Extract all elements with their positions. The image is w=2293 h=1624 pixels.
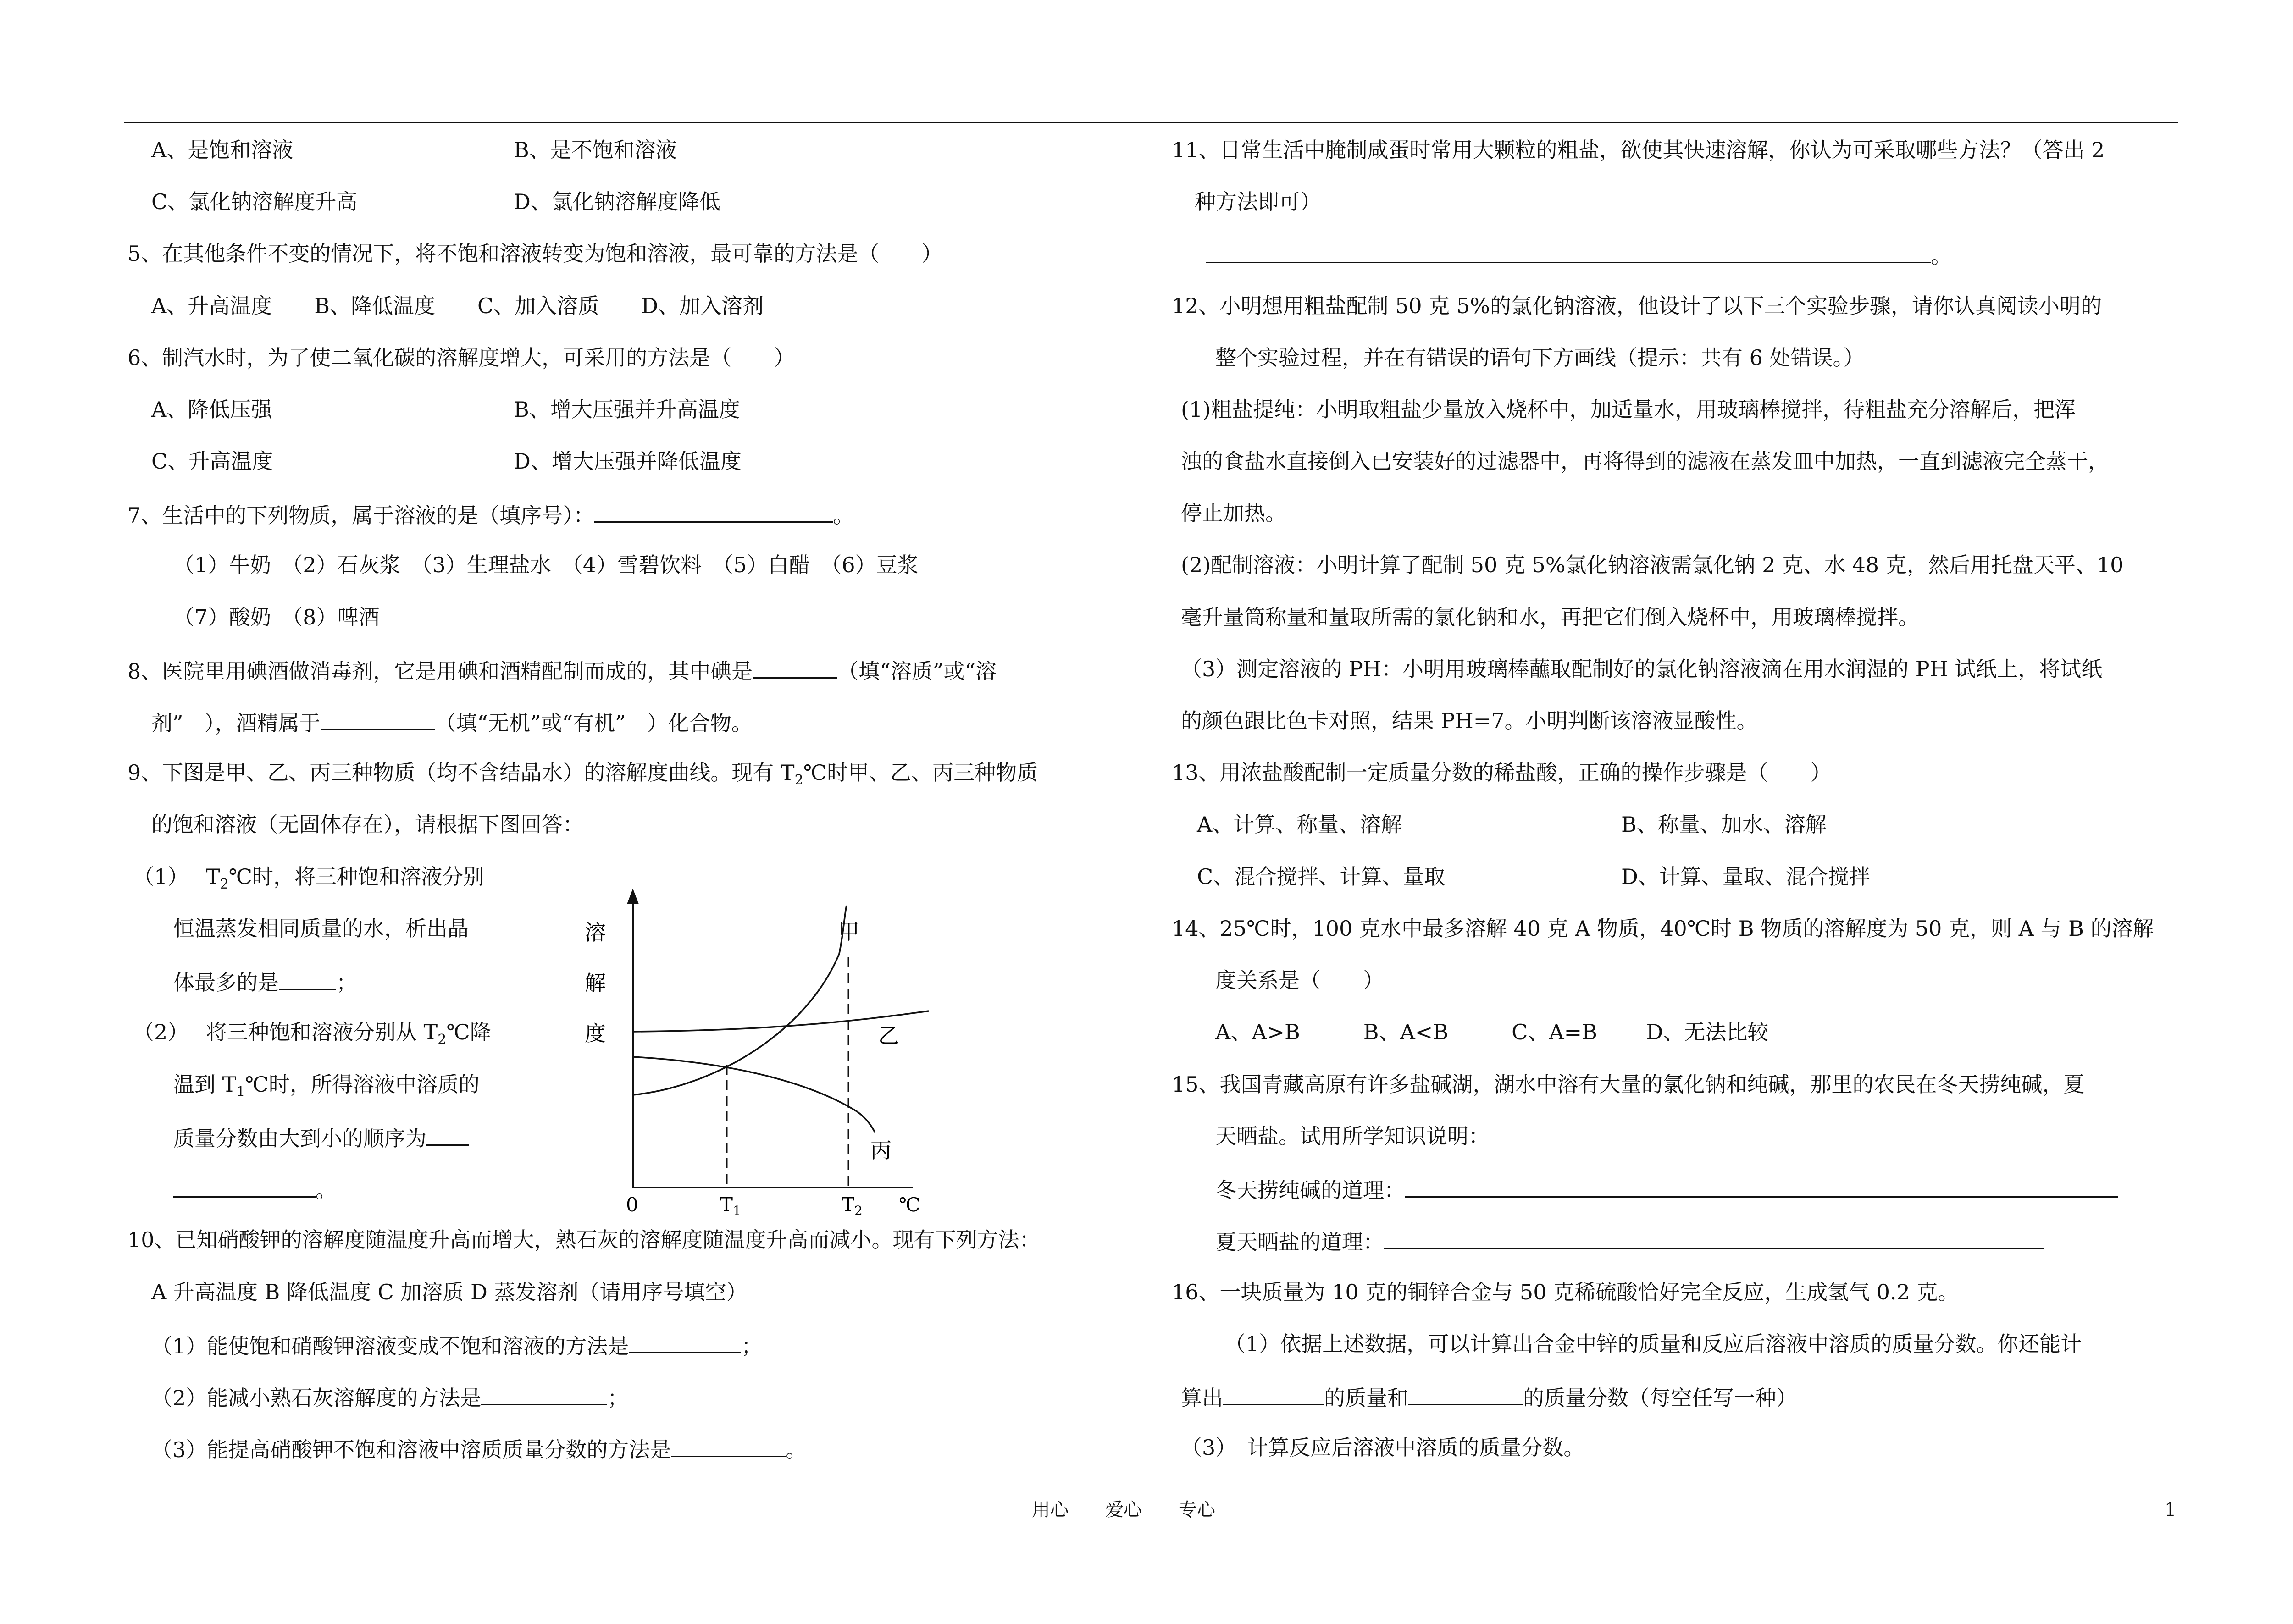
- q11-answer-blank[interactable]: [1206, 240, 1931, 263]
- q6-stem: 6、制汽水时，为了使二氧化碳的溶解度增大，可采用的方法是（ ）: [127, 345, 795, 370]
- q16-part1-line2-text-b: 的质量和: [1324, 1386, 1408, 1410]
- q9-part2-line3: [173, 1122, 469, 1150]
- q9-part2-end: 。: [316, 1178, 337, 1203]
- q9-part2-line3-text: 质量分数由大到小的顺序为: [173, 1126, 426, 1151]
- origin-label: 0: [626, 1193, 638, 1215]
- q13-stem: 13、用浓盐酸配制一定质量分数的稀盐酸，正确的操作步骤是（ ）: [1172, 760, 1832, 785]
- q7-end: 。: [833, 503, 854, 528]
- y-axis-arrow: [627, 889, 639, 904]
- x-tick-t1: T1: [720, 1193, 741, 1215]
- q12-line1: 12、小明想用粗盐配制 50 克 5%的氯化钠溶液，他设计了以下三个实验步骤，请你认真阅读小明的: [1172, 293, 2102, 318]
- q10-methods: A 升高温度 B 降低温度 C 加溶质 D 蒸发溶剂（请用序号填空）: [151, 1280, 748, 1304]
- q15-line2: 天晒盐。试用所学知识说明：: [1215, 1124, 1490, 1149]
- footer-motto: 用心 爱心 专心: [1032, 1499, 1215, 1520]
- x-unit-label: ℃: [899, 1193, 920, 1215]
- series-label-yi: 乙: [878, 1023, 899, 1048]
- q15-summer-label: 夏天晒盐的道理：: [1215, 1230, 1384, 1254]
- q9-part2-blank-b[interactable]: [173, 1174, 316, 1198]
- q8-line1-text-b: （填“溶质”或“溶: [837, 659, 997, 684]
- q10-part3-end: 。: [786, 1437, 807, 1462]
- q15-winter-label: 冬天捞纯碱的道理：: [1215, 1178, 1405, 1203]
- q10-part2-end: ；: [607, 1386, 629, 1410]
- q9-part2-text-a: （2） 将三种饱和溶液分别从 T: [133, 1020, 438, 1044]
- q8-line2-text-a: 剂” ），酒精属于: [151, 711, 321, 735]
- q11-line2: 种方法即可）: [1195, 189, 1321, 214]
- q10-part1: [151, 1330, 762, 1358]
- q12-step1-line3: 停止加热。: [1181, 501, 1286, 525]
- q4-option-b: B、是不饱和溶液: [514, 138, 677, 162]
- top-rule: [124, 122, 2178, 123]
- q6-option-d: D、增大压强并降低温度: [514, 449, 742, 474]
- q9-part2-line1: [133, 1018, 491, 1046]
- y-label-char-2: 解: [585, 971, 606, 995]
- q16-part1-line2-text-a: 算出: [1181, 1386, 1223, 1410]
- chart-axes: [627, 889, 913, 1188]
- q9-part2-line2-subscript: 1: [236, 1084, 245, 1100]
- q13-option-b: B、称量、加水、溶解: [1621, 812, 1827, 837]
- q15-winter-blank[interactable]: [1405, 1174, 2118, 1198]
- q12-step3-line2: 的颜色跟比色卡对照，结果 PH=7。小明判断该溶液显酸性。: [1181, 708, 1758, 733]
- q14-line2: 度关系是（ ）: [1215, 968, 1384, 993]
- q12-step2-line1: (2)配制溶液：小明计算了配制 50 克 5%氯化钠溶液需氯化钠 2 克、水 48 克，然后用托盘天平、10: [1181, 552, 2124, 577]
- q9-part1-blank[interactable]: [279, 967, 336, 990]
- q12-step1-line1: (1)粗盐提纯：小明取粗盐少量放入烧杯中，加适量水，用玻璃棒搅拌，待粗盐充分溶解后，把浑: [1181, 397, 2076, 422]
- q7-stem-text: 7、生活中的下列物质，属于溶液的是（填序号）：: [127, 503, 595, 528]
- solubility-chart: [564, 885, 963, 1215]
- q13-option-a: A、计算、称量、溶解: [1197, 812, 1402, 837]
- q9-part1-line2: 恒温蒸发相同质量的水，析出晶: [173, 916, 469, 941]
- q6-option-c: C、升高温度: [151, 449, 273, 474]
- q9-part1-subscript: 2: [220, 876, 229, 893]
- q13-option-d: D、计算、量取、混合搅拌: [1621, 864, 1870, 889]
- q16-part1-line2-text-c: 的质量分数（每空任写一种）: [1523, 1386, 1797, 1410]
- q10-part1-end: ；: [741, 1334, 763, 1359]
- q4-option-a: A、是饱和溶液: [151, 138, 294, 162]
- q14-line1: 14、25℃时，100 克水中最多溶解 40 克 A 物质，40℃时 B 物质的溶解度为 50 克，则 A 与 B 的溶解: [1172, 916, 2154, 941]
- q16-part1-line1: （1）依据上述数据，可以计算出合金中锌的质量和反应后溶液中溶质的质量分数。你还能计: [1224, 1331, 2082, 1356]
- q15-summer-blank[interactable]: [1384, 1226, 2044, 1249]
- q12-line2: 整个实验过程，并在有错误的语句下方画线（提示：共有 6 处错误。）: [1215, 345, 1865, 370]
- q5-options: A、升高温度 B、降低温度 C、加入溶质 D、加入溶剂: [151, 293, 764, 318]
- q7-items-line1: （1）牛奶 （2）石灰浆 （3）生理盐水 （4）雪碧饮料 （5）白醋 （6）豆浆: [173, 552, 919, 577]
- q7-items-line2: （7）酸奶 （8）啤酒: [173, 605, 380, 630]
- q9-part2-line4: [173, 1174, 337, 1202]
- q8-line1-text-a: 8、医院里用碘酒做消毒剂，它是用碘和酒精配制而成的，其中碘是: [127, 659, 753, 684]
- q10-part1-blank[interactable]: [629, 1330, 741, 1353]
- q10-part3-blank[interactable]: [671, 1434, 786, 1457]
- q5-stem: 5、在其他条件不变的情况下，将不饱和溶液转变为饱和溶液，最可靠的方法是（ ）: [127, 241, 943, 266]
- q9-part1-end: ；: [336, 970, 357, 995]
- q16-part3: （3） 计算反应后溶液中溶质的质量分数。: [1181, 1435, 1585, 1460]
- q10-part2-text: （2）能减小熟石灰溶解度的方法是: [151, 1386, 482, 1410]
- q16-part1-line2: [1181, 1382, 1797, 1409]
- series-label-bing: 丙: [870, 1138, 892, 1163]
- q9-part1-line3: [173, 967, 357, 994]
- series-jia-curve: [633, 906, 847, 1095]
- q15-summer: [1215, 1226, 2044, 1254]
- q9-part1-line1: [133, 863, 485, 893]
- q9-line1: [127, 759, 1038, 789]
- q11-end: 。: [1931, 243, 1952, 268]
- q10-part3: [151, 1434, 807, 1461]
- q9-part1-text-a: （1） T: [133, 864, 220, 889]
- q9-part2-line2: [173, 1071, 480, 1098]
- series-label-jia: 甲: [838, 919, 859, 944]
- q9-line1-subscript: 2: [794, 772, 803, 789]
- q16-blank-fraction[interactable]: [1408, 1382, 1523, 1405]
- q10-part3-text: （3）能提高硝酸钾不饱和溶液中溶质质量分数的方法是: [151, 1437, 671, 1462]
- q10-part1-text: （1）能使饱和硝酸钾溶液变成不饱和溶液的方法是: [151, 1334, 629, 1359]
- q10-stem: 10、已知硝酸钾的溶解度随温度升高而增大，熟石灰的溶解度随温度升高而减小。现有下列方法：: [127, 1227, 1041, 1252]
- q8-line2-text-b: （填“无机”或“有机” ）化合物。: [435, 711, 753, 735]
- q11-line1: 11、日常生活中腌制咸蛋时常用大颗粒的粗盐，欲使其快速溶解，你认为可采取哪些方法？（答出 2: [1172, 138, 2105, 162]
- q12-step2-line2: 毫升量筒称量和量取所需的氯化钠和水，再把它们倒入烧杯中，用玻璃棒搅拌。: [1181, 605, 1919, 630]
- q6-option-b: B、增大压强并升高温度: [514, 397, 740, 422]
- q8-blank-iodine[interactable]: [753, 655, 837, 679]
- q15-line1: 15、我国青藏高原有许多盐碱湖，湖水中溶有大量的氯化钠和纯碱，那里的农民在冬天捞纯碱，夏: [1172, 1072, 2085, 1097]
- q11-answer: [1206, 240, 1952, 267]
- y-label-char-1: 溶: [585, 920, 606, 945]
- x-tick-t2: T2: [842, 1193, 863, 1215]
- q16-stem: 16、一块质量为 10 克的铜锌合金与 50 克稀硫酸恰好完全反应，生成氢气 0.2 克。: [1172, 1280, 1959, 1304]
- q9-line1-text-a: 9、下图是甲、乙、丙三种物质（均不含结晶水）的溶解度曲线。现有 T: [127, 760, 795, 785]
- series-bing-curve: [633, 1057, 875, 1132]
- q13-option-c: C、混合搅拌、计算、量取: [1197, 864, 1446, 889]
- page-number: 1: [2165, 1499, 2177, 1520]
- q14-options: A、A>B B、A<B C、A=B D、无法比较: [1215, 1020, 1769, 1044]
- q8-blank-alcohol[interactable]: [321, 707, 435, 730]
- q16-blank-mass[interactable]: [1223, 1382, 1324, 1405]
- q4-option-d: D、氯化钠溶解度降低: [514, 189, 720, 214]
- q4-option-c: C、氯化钠溶解度升高: [151, 189, 358, 214]
- q10-part2: [151, 1382, 628, 1409]
- y-label-char-3: 度: [585, 1021, 606, 1046]
- q12-step1-line2: 浊的食盐水直接倒入已安装好的过滤器中，再将得到的滤液在蒸发皿中加热，一直到滤液完全蒸干，: [1181, 449, 2109, 474]
- q9-part1-line3-text: 体最多的是: [173, 970, 279, 995]
- q8-line1: [127, 655, 997, 683]
- q10-part2-blank[interactable]: [481, 1382, 607, 1405]
- q12-step3-line1: （3）测定溶液的 PH：小明用玻璃棒蘸取配制好的氯化钠溶液滴在用水润湿的 PH 试纸上，将试纸: [1181, 657, 2103, 681]
- q9-part2-blank-a[interactable]: [426, 1122, 469, 1146]
- q9-part2-line2-text-a: 温到 T: [173, 1072, 237, 1097]
- q15-winter: [1215, 1174, 2118, 1202]
- q9-part2-line2-text-b: ℃时，所得溶液中溶质的: [245, 1072, 480, 1097]
- q9-part1-text-b: ℃时，将三种饱和溶液分别: [228, 864, 485, 889]
- q9-part2-text-b: ℃降: [446, 1020, 491, 1044]
- q9-line2: 的饱和溶液（无固体存在），请根据下图回答：: [151, 812, 584, 837]
- q7-stem: [127, 499, 854, 527]
- q9-part2-subscript: 2: [438, 1032, 447, 1048]
- q9-line1-text-b: ℃时甲、乙、丙三种物质: [803, 760, 1038, 785]
- q7-answer-blank[interactable]: [594, 499, 833, 523]
- q6-option-a: A、降低压强: [151, 397, 272, 422]
- q8-line2: [151, 707, 753, 735]
